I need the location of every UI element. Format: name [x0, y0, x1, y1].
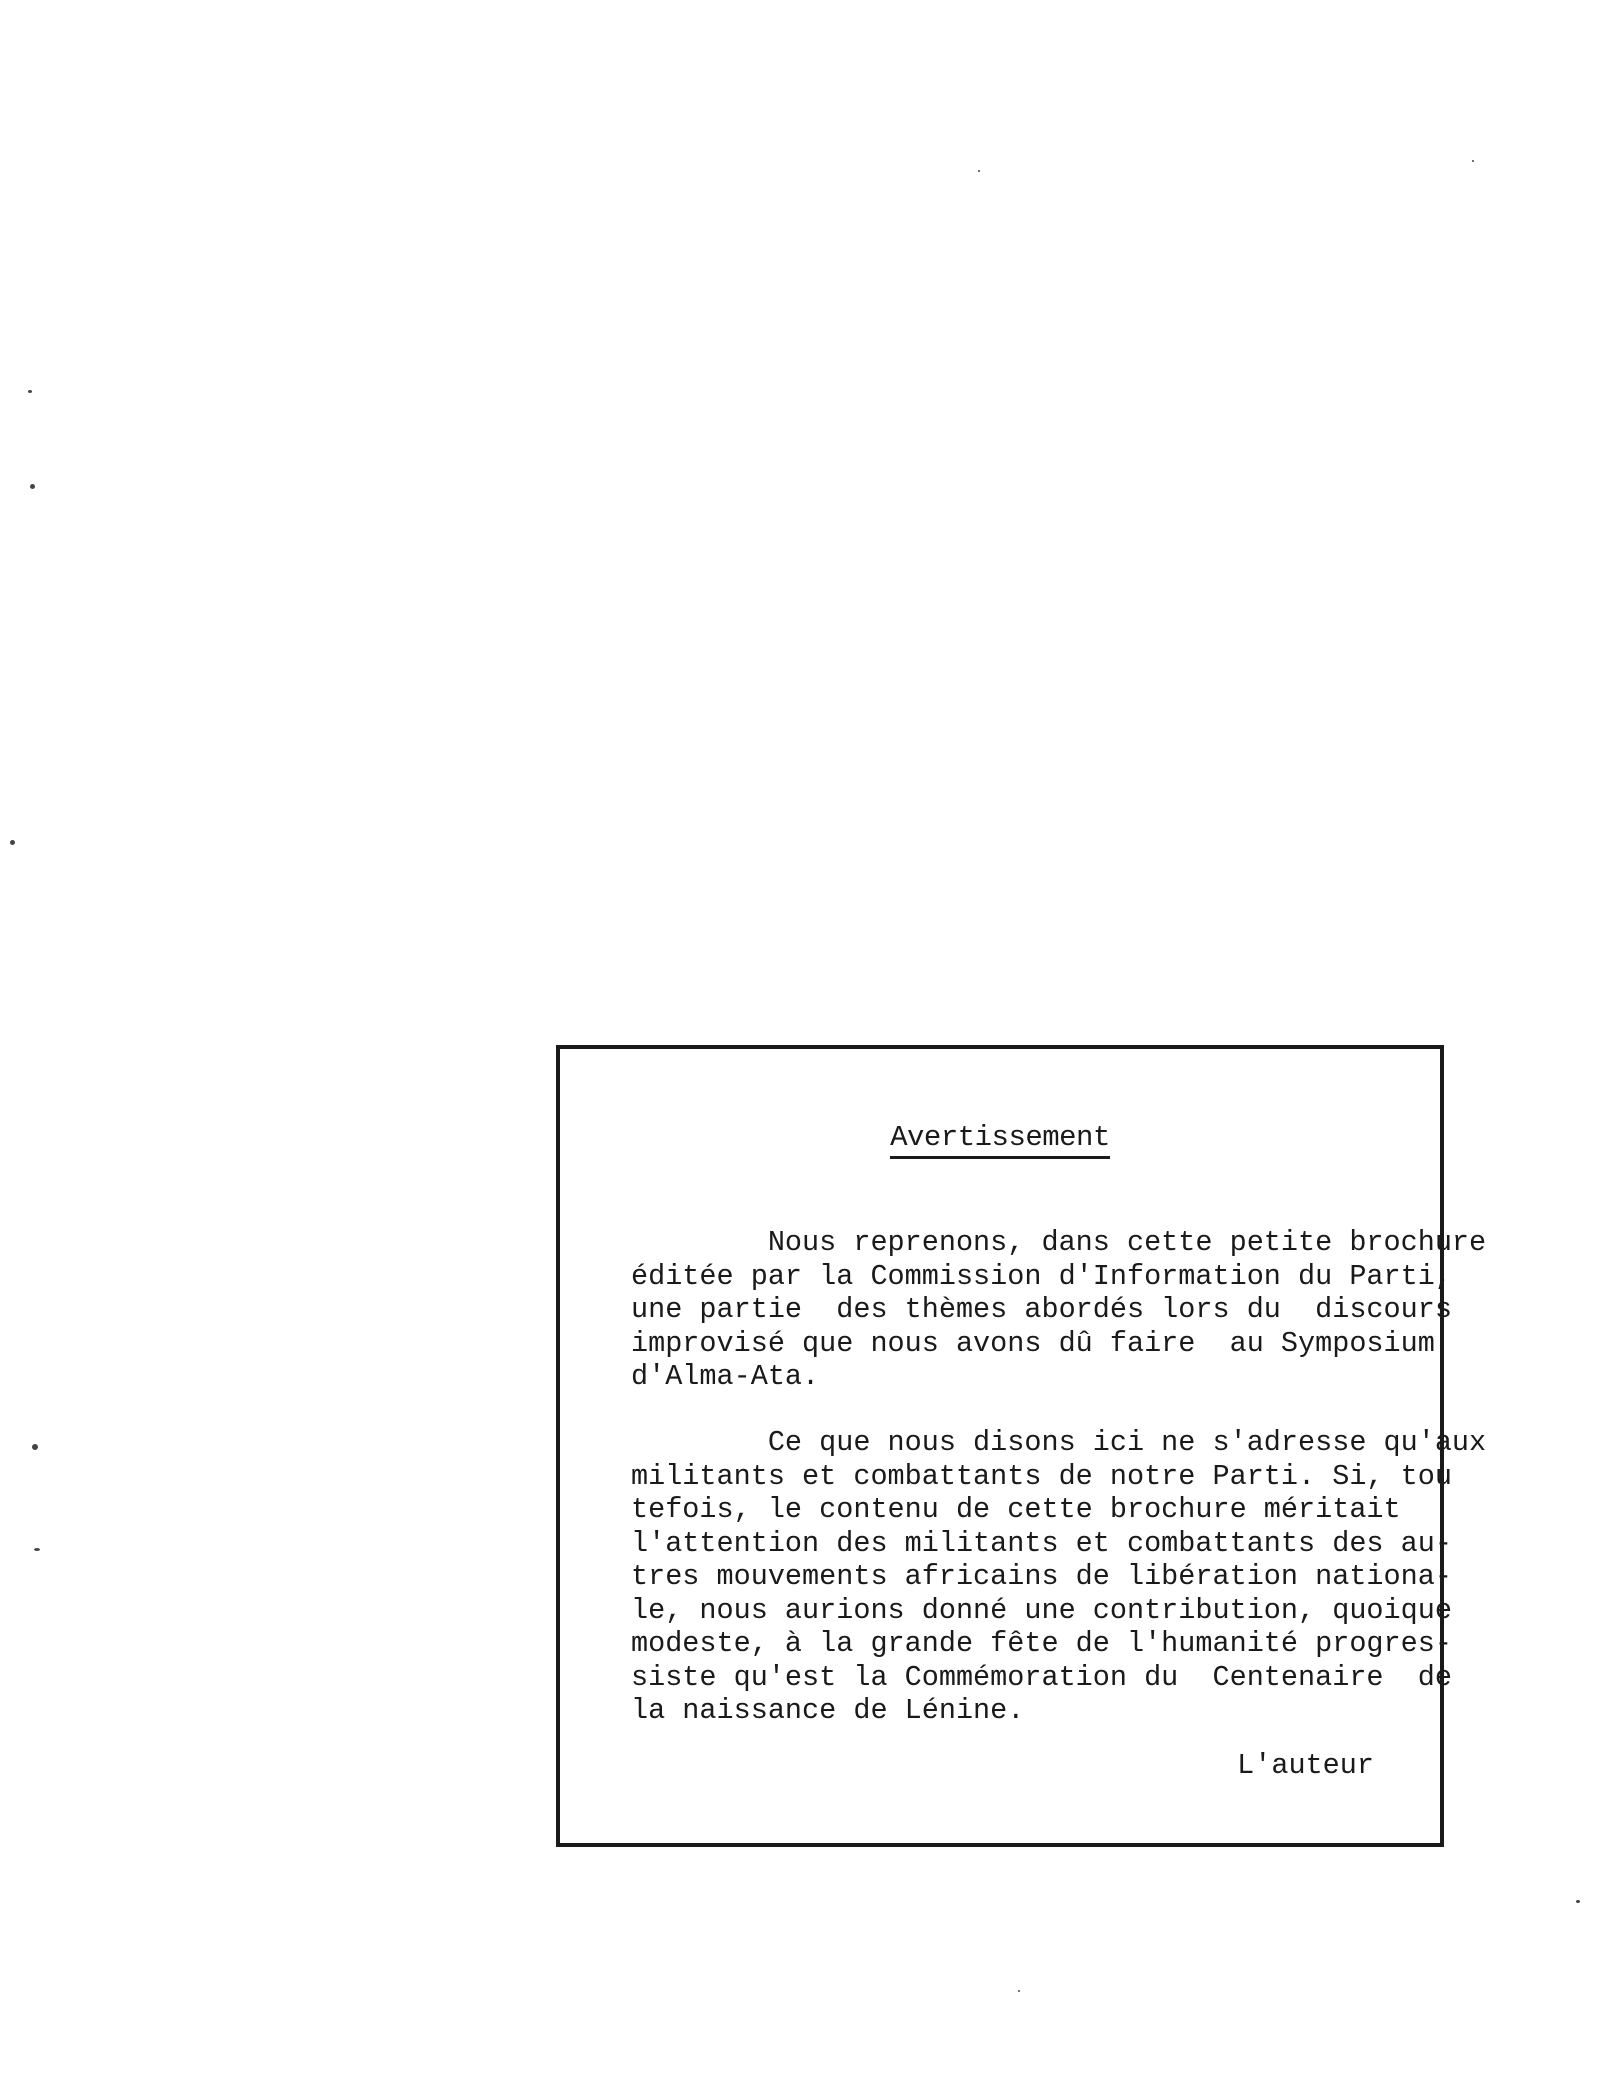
text-line: militants et combattants de notre Parti. Si, tou [631, 1459, 1452, 1493]
text-line: modeste, à la grande fête de l'humanité progres- [631, 1627, 1452, 1660]
text-line: d'Alma-Ata. [631, 1360, 820, 1393]
scan-speck [1576, 1900, 1580, 1903]
scan-speck [34, 1548, 40, 1551]
text-line: tefois, le contenu de cette brochure méritait [631, 1493, 1401, 1526]
paragraph-1 [631, 1226, 1487, 1394]
scan-speck [1472, 160, 1474, 162]
text-line: Ce que nous disons ici ne s'adresse qu'aux [631, 1426, 1487, 1459]
paragraph-2 [631, 1426, 1487, 1728]
scan-speck [30, 484, 35, 489]
text-line: une partie des thèmes abordés lors du discours [631, 1293, 1452, 1326]
text-line: tres mouvements africains de libération nationa- [631, 1560, 1452, 1593]
text-line: Nous reprenons, dans cette petite brochure [631, 1226, 1487, 1259]
text-line: éditée par la Commission d'Information du Parti, [631, 1259, 1452, 1293]
notice-title [560, 1121, 1440, 1154]
text-line: improvisé que nous avons dû faire au Symposium [631, 1326, 1435, 1360]
notice-frame [556, 1045, 1487, 1847]
scan-speck [10, 840, 15, 845]
scan-speck [1018, 1990, 1020, 1992]
text-line: le, nous aurions donné une contribution, quoique [631, 1593, 1452, 1627]
scan-speck [978, 170, 980, 172]
text-line: l'attention des militants et combattants des au- [631, 1526, 1452, 1560]
signature: L'auteur [1237, 1749, 1374, 1782]
text-line: la naissance de Lénine. [631, 1694, 1025, 1727]
notice-title-text: Avertissement [890, 1121, 1110, 1159]
scan-speck [28, 390, 32, 393]
text-line: siste qu'est la Commémoration du Centenaire de [631, 1660, 1452, 1694]
scan-speck [32, 1444, 38, 1450]
